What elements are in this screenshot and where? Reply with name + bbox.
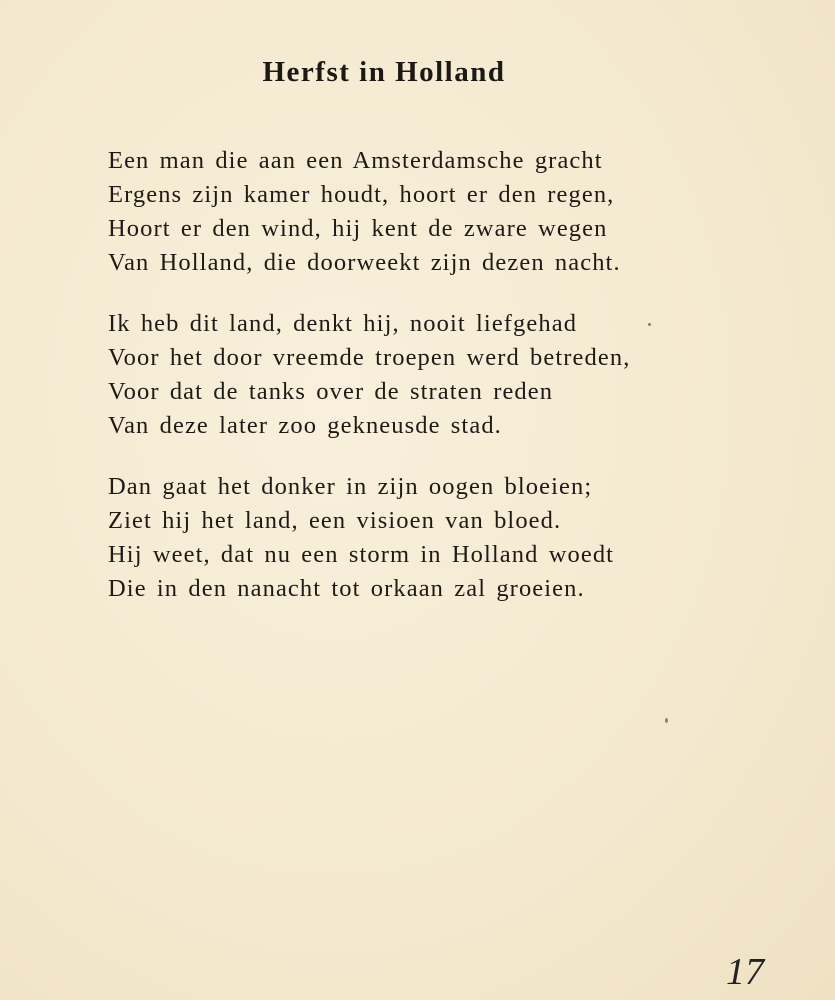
poem-line: Die in den nanacht tot orkaan zal groeien. (108, 575, 585, 602)
poem-line: Ziet hij het land, een visioen van bloed. (108, 507, 562, 534)
page-number: 17 (726, 951, 764, 993)
stanza-2 (108, 307, 630, 443)
stanza-3 (108, 470, 614, 606)
poem-line: Dan gaat het donker in zijn oogen bloeien; (108, 473, 593, 500)
stanza-1 (108, 144, 621, 280)
paper-speck (648, 323, 651, 326)
poem-line: Ik heb dit land, denkt hij, nooit liefgehad (108, 310, 578, 337)
poem-line: Hij weet, dat nu een storm in Holland woedt (108, 541, 615, 568)
paper-speck (665, 718, 668, 723)
poem-line: Van Holland, die doorweekt zijn dezen nacht. (108, 249, 621, 276)
poem-line: Hoort er den wind, hij kent de zware wegen (108, 215, 608, 242)
poem-line: Voor het door vreemde troepen werd betreden, (108, 344, 631, 371)
poem-line: Ergens zijn kamer houdt, hoort er den regen, (108, 181, 615, 208)
poem-line: Voor dat de tanks over de straten reden (108, 378, 554, 405)
poem-line: Van deze later zoo gekneusde stad. (108, 412, 502, 439)
poem-line: Een man die aan een Amsterdamsche gracht (108, 147, 603, 174)
poem-title: Herfst in Holland (262, 56, 506, 88)
